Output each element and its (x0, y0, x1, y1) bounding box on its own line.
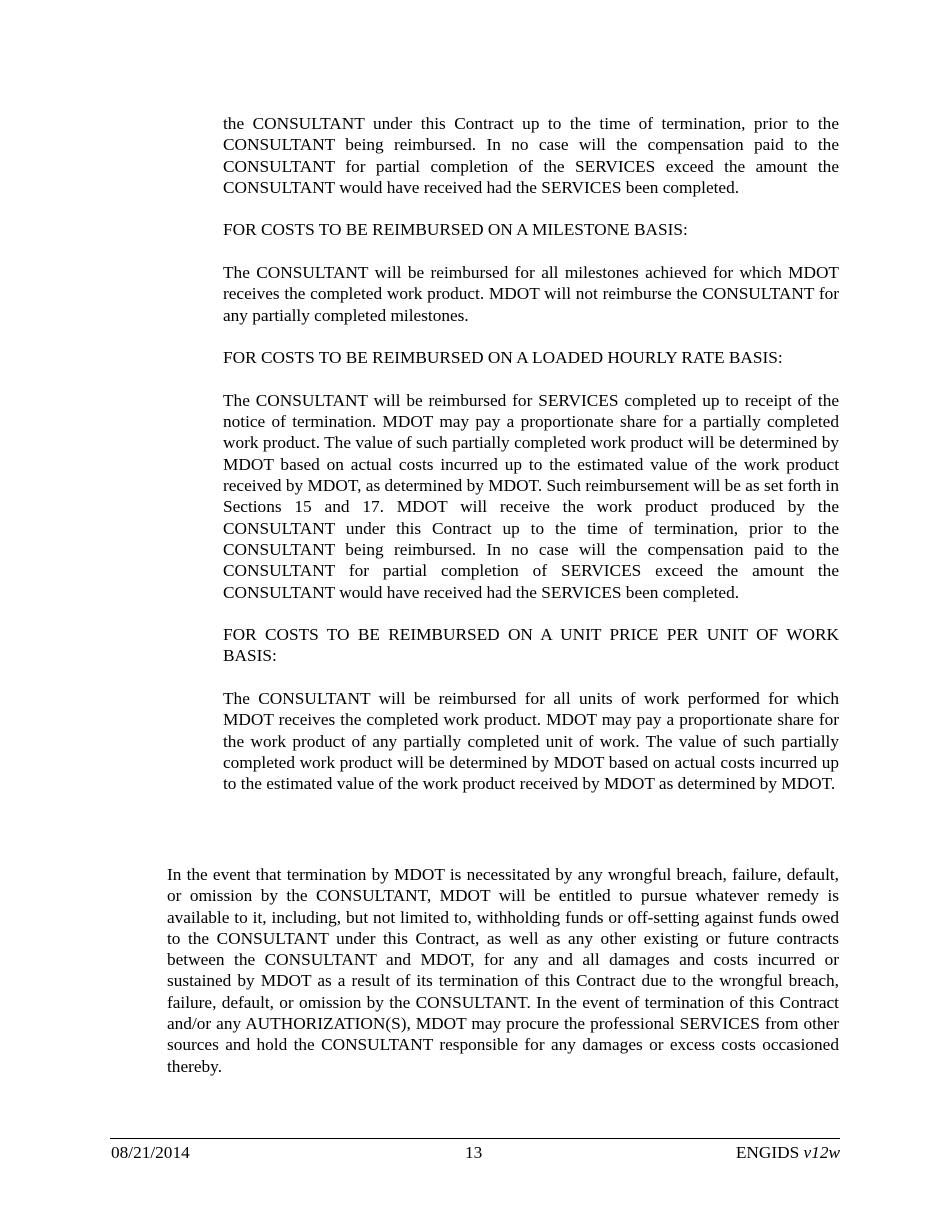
page-footer (110, 1138, 840, 1168)
continuation-paragraph: the CONSULTANT under this Contract up to the time of termination, prior to the CONSULTANT being reimbursed. In no case will the compensation paid to the CONSULTANT for partial completion of the SERVICES exceed the amount the CONSULTANT would have received had the SERVICES been completed. (223, 114, 839, 197)
footer-page-number: 13 (465, 1143, 483, 1162)
footer-version-code: v12w (803, 1143, 840, 1162)
footer-date: 08/21/2014 (111, 1143, 190, 1162)
indented-block (223, 113, 839, 816)
milestone-basis-heading: FOR COSTS TO BE REIMBURSED ON A MILESTONE BASIS: (223, 220, 688, 240)
hourly-rate-basis-paragraph: The CONSULTANT will be reimbursed for SERVICES completed up to receipt of the notice of termination. MDOT may pay a proportionate share for a partially completed work product. The value of such partially completed work product will be determined by MDOT based on actual costs incurred up to the estimated value of the work product received by MDOT, as determined by MDOT. Such reimbursement will be as set forth in Sections 15 and 17. MDOT will receive the work product produced by the CONSULTANT under this Contract up to the time of termination, prior to the CONSULTANT being reimbursed. In no case will the compensation paid to the CONSULTANT for partial completion of SERVICES exceed the amount the CONSULTANT would have received had the SERVICES been completed. (223, 390, 839, 602)
unit-price-basis-paragraph: The CONSULTANT will be reimbursed for all units of work performed for which MDOT receives the completed work product. MDOT may pay a proportionate share for the work product of any partially completed unit of work. The value of such partially completed work product will be determined by MDOT based on actual costs incurred up to the estimated value of the work product received by MDOT as determined by MDOT. (223, 689, 839, 794)
footer-document-version (736, 1142, 840, 1163)
closing-paragraph: In the event that termination by MDOT is necessitated by any wrongful breach, failure, default, or omission by the CONSULTANT, MDOT will be entitled to pursue whatever remedy is available to it, including, but not limited to, withholding funds or off-setting against funds owed to the CONSULTANT under this Contract, as well as any other existing or future contracts between the CONSULTANT and MDOT, for any and all damages and costs incurred or sustained by MDOT as a result of its termination of this Contract due to the wrongful breach, failure, default, or omission by the CONSULTANT. In the event of termination of this Contract and/or any AUTHORIZATION(S), MDOT may procure the professional SERVICES from other sources and hold the CONSULTANT responsible for any damages or excess costs occasioned thereby. (167, 865, 839, 1076)
footer-document-name: ENGIDS (735, 1143, 800, 1162)
milestone-basis-paragraph: The CONSULTANT will be reimbursed for all milestones achieved for which MDOT receives the completed work product. MDOT will not reimburse the CONSULTANT for any partially completed milestones. (223, 263, 839, 325)
hourly-rate-basis-heading: FOR COSTS TO BE REIMBURSED ON A LOADED HOURLY RATE BASIS: (223, 348, 783, 368)
unit-price-basis-heading: FOR COSTS TO BE REIMBURSED ON A UNIT PRICE PER UNIT OF WORK BASIS: (223, 625, 839, 666)
